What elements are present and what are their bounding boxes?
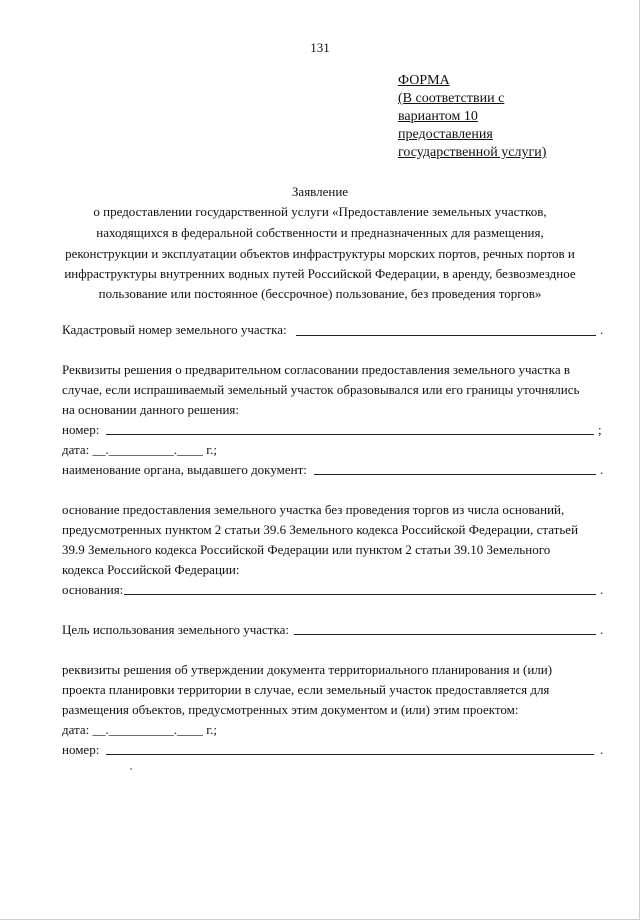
purpose-field[interactable]	[294, 634, 596, 635]
purpose-end: .	[600, 622, 604, 637]
basis-label: основания:	[62, 582, 124, 597]
basis-line: основание предоставления земельного участка без проведения торгов из числа оснований,	[62, 502, 565, 517]
basis-line: кодекса Российской Федерации:	[62, 562, 240, 577]
planning-date-field[interactable]: дата: __.__________.____ г.;	[62, 722, 217, 737]
prelim-date-field[interactable]: дата: __.__________.____ г.;	[62, 442, 217, 457]
authority-label: наименование органа, выдавшего документ:	[62, 462, 307, 477]
form-title: ФОРМА	[398, 73, 450, 88]
prelim-line: Реквизиты решения о предварительном согласовании предоставления земельного участка в	[62, 362, 570, 377]
statement-line: реконструкции и эксплуатации объектов инфраструктуры морских портов, речных портов и	[65, 246, 575, 261]
basis-field[interactable]	[124, 594, 596, 595]
statement-line: находящихся в федеральной собственности и предназначенных для размещения,	[96, 225, 544, 240]
prelim-number-label: номер:	[62, 422, 100, 437]
planning-number-field[interactable]	[106, 754, 594, 755]
form-note-line: государственной услуги)	[398, 145, 547, 160]
purpose-label: Цель использования земельного участка:	[62, 622, 289, 637]
form-note-line: (В соответствии с	[398, 91, 505, 106]
page-number: 131	[310, 40, 330, 55]
form-note-line: предоставления	[398, 127, 493, 142]
planning-line: размещения объектов, предусмотренных этим документом и (или) этим проектом:	[62, 702, 519, 717]
planning-number-end: .	[600, 742, 604, 757]
form-note-line: вариантом 10	[398, 109, 478, 124]
cadastral-label: Кадастровый номер земельного участка:	[62, 322, 287, 337]
statement-line: инфраструктуры внутренних водных путей Российской Федерации, в аренду, безвозмездное	[64, 266, 576, 281]
basis-end: .	[600, 582, 604, 597]
scan-speck	[130, 768, 132, 770]
statement-line: о предоставлении государственной услуги «Предоставление земельных участков,	[93, 204, 547, 219]
statement-line: пользование или постоянное (бессрочное) пользование, без проведения торгов»	[98, 286, 542, 301]
basis-line: предусмотренных пунктом 2 статьи 39.6 Земельного кодекса Российской Федерации, статьей	[62, 522, 579, 537]
form-header	[398, 72, 546, 162]
basis-line: 39.9 Земельного кодекса Российской Федерации или пунктом 2 статьи 39.10 Земельного	[62, 542, 551, 557]
cadastral-end: .	[600, 322, 604, 337]
prelim-line: на основании данного решения:	[62, 402, 239, 417]
prelim-number-end: ;	[598, 422, 602, 437]
planning-number-label: номер:	[62, 742, 100, 757]
statement-heading: Заявление	[291, 184, 349, 199]
prelim-number-field[interactable]	[106, 434, 594, 435]
prelim-line: случае, если испрашиваемый земельный участок образовывался или его границы уточнялись	[62, 382, 580, 397]
authority-end: .	[600, 462, 604, 477]
planning-line: проекта планировки территории в случае, если земельный участок предоставляется для	[62, 682, 550, 697]
planning-line: реквизиты решения об утверждении документа территориального планирования и (или)	[62, 662, 553, 677]
authority-field[interactable]	[314, 474, 596, 475]
cadastral-number-field[interactable]	[296, 335, 596, 336]
